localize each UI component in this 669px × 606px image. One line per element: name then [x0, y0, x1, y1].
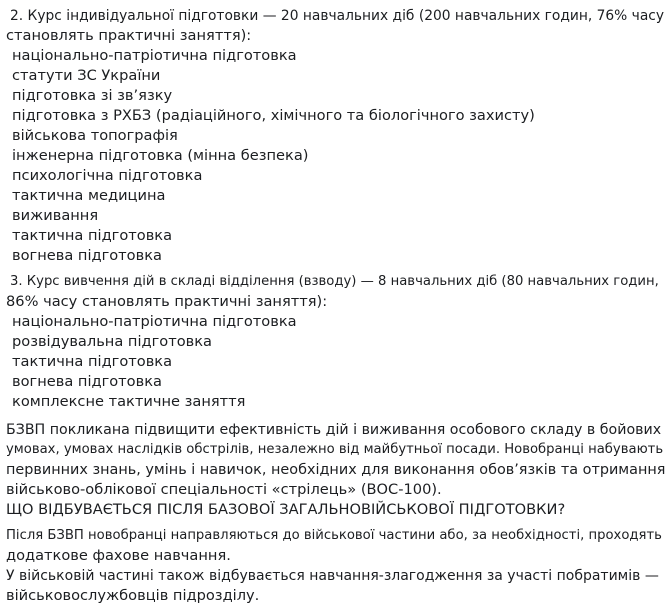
after-line: військовослужбовців підрозділу.: [6, 587, 260, 604]
section2-list-item: інженерна підготовка (мінна безпека): [12, 147, 309, 164]
summary-line: первинних знань, умінь і навичок, необхідних для виконання обов’язків та отримання: [6, 462, 666, 478]
section3-list-item: тактична підготовка: [12, 353, 173, 370]
section2-heading-line1: 2. Курс індивідуальної підготовки — 20 навчальних діб (200 навчальних годин, 76% часу: [10, 8, 665, 24]
section2-list-item: національно-патріотична підготовка: [12, 47, 297, 64]
section3-heading-line2: 86% часу становлять практичні заняття):: [6, 293, 328, 310]
section2-heading-line2: становлять практичні заняття):: [6, 27, 252, 44]
section3-list-item: національно-патріотична підготовка: [12, 313, 297, 330]
after-line: У військовій частині також відбувається навчання-злагодження за участі побратимів —: [6, 568, 659, 584]
section3-heading-line1: 3. Курс вивчення дій в складі відділення (взводу) — 8 навчальних діб (80 навчальних годин,: [10, 274, 659, 289]
summary-line: військово-облікової спеціальності «стрілець» (ВОС-100).: [6, 481, 442, 498]
after-line: додаткове фахове навчання.: [6, 547, 231, 564]
section3-list-item: розвідувальна підготовка: [12, 333, 213, 350]
section2-list-item: психологічна підготовка: [12, 167, 203, 184]
section2-list-item: підготовка з РХБЗ (радіаційного, хімічного та біологічного захисту): [12, 107, 535, 124]
section2-list-item: військова топографія: [12, 127, 178, 144]
question-heading: ЩО ВІДБУВАЄТЬСЯ ПІСЛЯ БАЗОВОЇ ЗАГАЛЬНОВІЙСЬКОВОЇ ПІДГОТОВКИ?: [6, 501, 566, 518]
section3-list-item: вогнева підготовка: [12, 373, 162, 390]
section2-list-item: тактична медицина: [12, 187, 166, 204]
section3-list-item: комплексне тактичне заняття: [12, 393, 246, 410]
section2-list-item: статути ЗС України: [12, 67, 161, 84]
summary-line: умовах, умовах наслідків обстрілів, незалежно від майбутньої посади. Новобранці набувають: [6, 442, 664, 457]
section2-list-item: виживання: [12, 207, 99, 224]
section2-list-item: вогнева підготовка: [12, 247, 162, 264]
summary-line: БЗВП покликана підвищити ефективність дій і виживання особового складу в бойових: [6, 422, 662, 438]
section2-list-item: тактична підготовка: [12, 227, 173, 244]
after-line: Після БЗВП новобранці направляються до військової частини або, за необхідності, проходять: [6, 528, 662, 543]
section2-list-item: підготовка зі зв’язку: [12, 87, 173, 104]
